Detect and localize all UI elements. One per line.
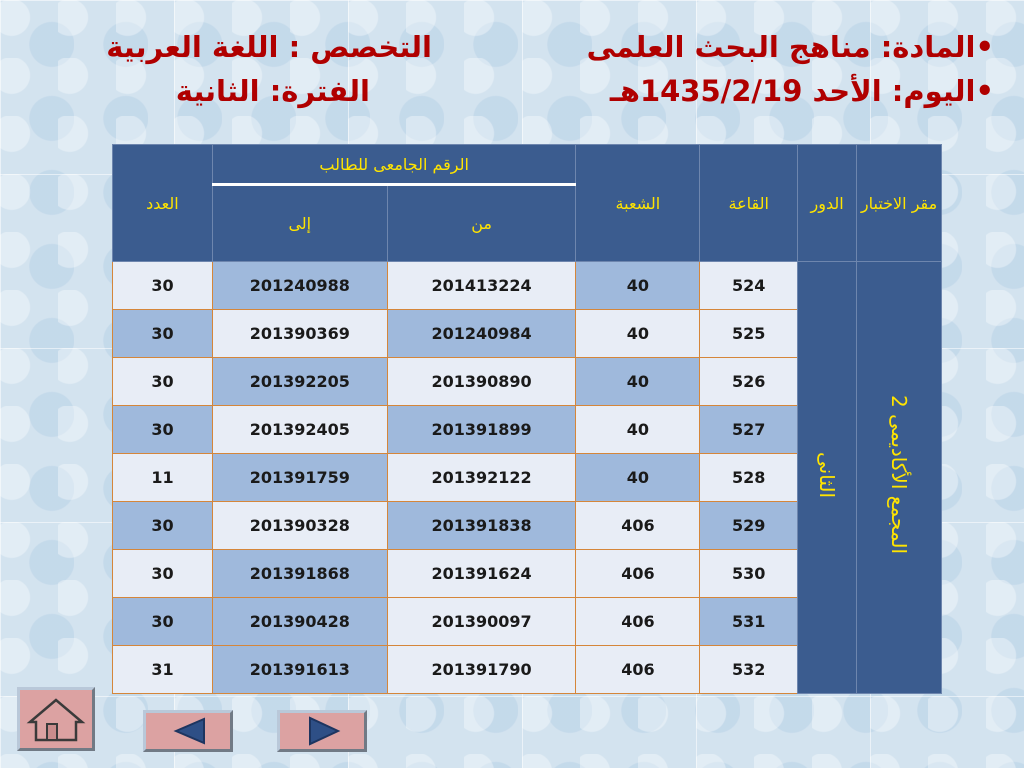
section-cell: 406 — [576, 598, 700, 646]
count-cell: 30 — [113, 358, 213, 406]
count-cell: 30 — [113, 502, 213, 550]
hall-cell: 532 — [700, 646, 798, 694]
section-cell: 40 — [576, 454, 700, 502]
from-id-cell: 201391624 — [387, 550, 576, 598]
subject-title: •المادة: مناهج البحث العلمى — [586, 30, 994, 64]
header-from: من — [387, 185, 576, 262]
count-cell: 30 — [113, 550, 213, 598]
from-id-cell: 201413224 — [387, 262, 576, 310]
section-cell: 406 — [576, 646, 700, 694]
floor-cell: الثانى — [798, 262, 857, 694]
exam-period: الفترة: الثانية — [175, 74, 370, 108]
from-id-cell: 201391838 — [387, 502, 576, 550]
triangle-left-icon — [146, 713, 230, 749]
next-button[interactable] — [277, 710, 367, 752]
slide-header — [0, 30, 1024, 120]
from-id-cell: 201390097 — [387, 598, 576, 646]
header-to: إلى — [212, 185, 387, 262]
to-id-cell: 201391613 — [212, 646, 387, 694]
to-id-cell: 201392405 — [212, 406, 387, 454]
section-cell: 406 — [576, 502, 700, 550]
hall-cell: 530 — [700, 550, 798, 598]
count-cell: 11 — [113, 454, 213, 502]
header-hall: القاعة — [700, 145, 798, 262]
section-cell: 406 — [576, 550, 700, 598]
section-cell: 40 — [576, 310, 700, 358]
from-id-cell: 201390890 — [387, 358, 576, 406]
home-icon — [20, 690, 92, 748]
count-cell: 30 — [113, 262, 213, 310]
hall-cell: 529 — [700, 502, 798, 550]
exam-date: •اليوم: الأحد 1435/2/19هـ — [609, 74, 994, 108]
to-id-cell: 201392205 — [212, 358, 387, 406]
to-id-cell: 201391868 — [212, 550, 387, 598]
location-cell: المجمع الأكاديمى 2 — [857, 262, 942, 694]
count-cell: 31 — [113, 646, 213, 694]
home-button[interactable] — [17, 687, 95, 751]
hall-cell: 526 — [700, 358, 798, 406]
table-row — [113, 262, 942, 310]
to-id-cell: 201390369 — [212, 310, 387, 358]
section-cell: 40 — [576, 406, 700, 454]
header-student-id: الرقم الجامعى للطالب — [212, 145, 576, 185]
header-section: الشعبة — [576, 145, 700, 262]
to-id-cell: 201391759 — [212, 454, 387, 502]
section-cell: 40 — [576, 262, 700, 310]
from-id-cell: 201391899 — [387, 406, 576, 454]
from-id-cell: 201392122 — [387, 454, 576, 502]
count-cell: 30 — [113, 406, 213, 454]
triangle-right-icon — [280, 713, 364, 749]
header-location: مقر الاختبار — [857, 145, 942, 262]
previous-button[interactable] — [143, 710, 233, 752]
to-id-cell: 201240988 — [212, 262, 387, 310]
hall-cell: 528 — [700, 454, 798, 502]
hall-cell: 527 — [700, 406, 798, 454]
hall-cell: 531 — [700, 598, 798, 646]
hall-cell: 524 — [700, 262, 798, 310]
exam-schedule-table — [112, 144, 942, 694]
header-floor: الدور — [798, 145, 857, 262]
hall-cell: 525 — [700, 310, 798, 358]
section-cell: 40 — [576, 358, 700, 406]
specialization-title: التخصص : اللغة العربية — [106, 30, 432, 64]
count-cell: 30 — [113, 310, 213, 358]
count-cell: 30 — [113, 598, 213, 646]
from-id-cell: 201391790 — [387, 646, 576, 694]
from-id-cell: 201240984 — [387, 310, 576, 358]
to-id-cell: 201390428 — [212, 598, 387, 646]
header-count: العدد — [113, 145, 213, 262]
to-id-cell: 201390328 — [212, 502, 387, 550]
